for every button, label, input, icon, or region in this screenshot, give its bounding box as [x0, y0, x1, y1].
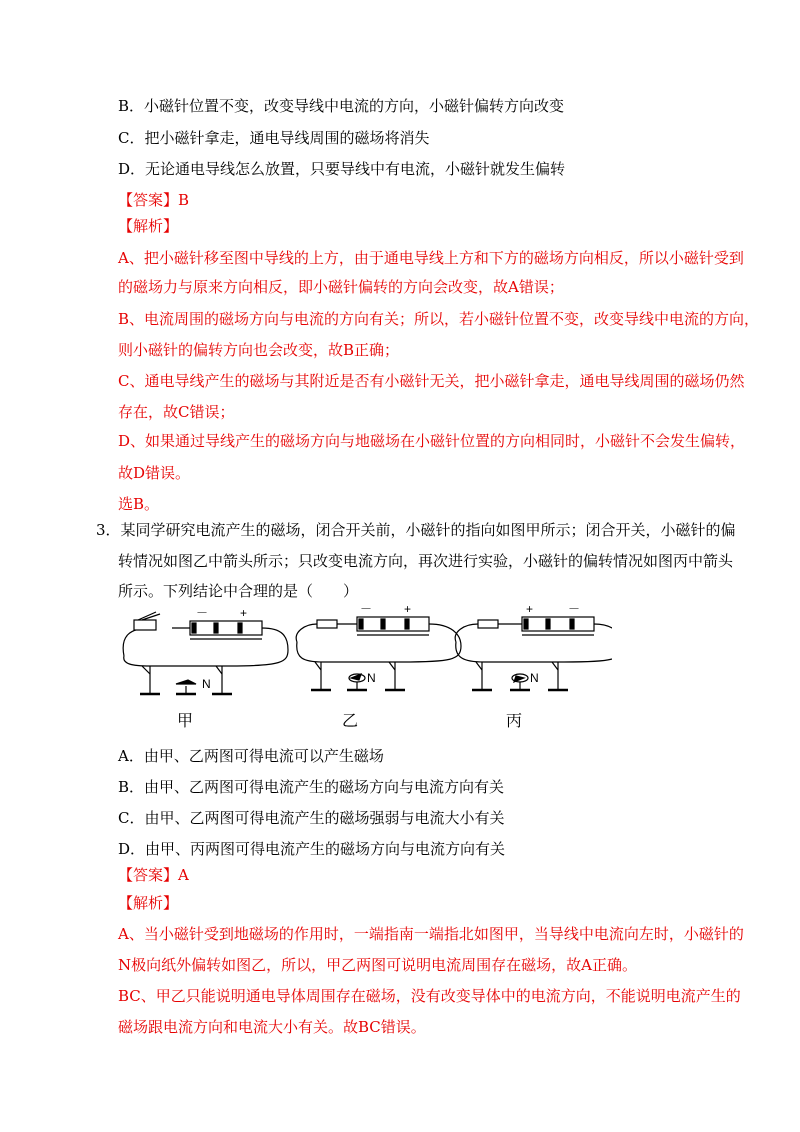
needle-n-label: N [367, 671, 376, 685]
needle-n-label: N [202, 677, 211, 691]
q2-analysis-line: 故D错误。 [118, 464, 191, 482]
q2-analysis-line: D、如果通过导线产生的磁场方向与地磁场在小磁针位置的方向相同时，小磁针不会发生偏转， [118, 432, 746, 450]
q3-stem-line: 转情况如图乙中箭头所示；只改变电流方向，再次进行实验，小磁针的偏转情况如图丙中箭头 [118, 552, 734, 570]
q3-option-b: B．由甲、乙两图可得电流产生的磁场方向与电流方向有关 [118, 778, 505, 796]
q3-stem-line: 3．某同学研究电流产生的磁场，闭合开关前，小磁针的指向如图甲所示；闭合开关，小磁针的偏 [96, 521, 736, 539]
caption-jia: 甲 [177, 711, 194, 730]
battery-minus-label: － [360, 606, 373, 616]
q2-analysis-line: C、通电导线产生的磁场与其附近是否有小磁针无关，把小磁针拿走，通电导线周围的磁场仍然 [118, 372, 745, 390]
circuit-yi [296, 617, 461, 690]
q3-analysis-line: 磁场跟电流方向和电流大小有关。故BC错误。 [118, 1018, 426, 1036]
caption-yi: 乙 [342, 711, 359, 730]
q2-analysis-line: B、电流周围的磁场方向与电流的方向有关；所以，若小磁针位置不变，改变导线中电流的方向， [118, 310, 760, 328]
q3-option-a: A．由甲、乙两图可得电流可以产生磁场 [118, 747, 384, 765]
battery-plus-label: + [404, 606, 412, 616]
q3-answer: 【答案】A [118, 866, 189, 884]
battery-plus-label: + [526, 606, 534, 616]
q3-analysis-line: N极向纸外偏转如图乙，所以，甲乙两图可说明电流周围存在磁场，故A正确。 [118, 956, 637, 974]
q3-analysis-label: 【解析】 [118, 894, 179, 912]
q2-option-d: D．无论通电导线怎么放置，只要导线中有电流，小磁针就发生偏转 [118, 160, 566, 178]
battery-minus-label: － [196, 606, 209, 620]
q3-analysis-line: BC、甲乙只能说明通电导体周围存在磁场，没有改变导体中的电流方向，不能说明电流产生的 [118, 987, 741, 1005]
q3-analysis-line: A、当小磁针受到地磁场的作用时，一端指南一端指北如图甲，当导线中电流向左时，小磁针的 [118, 925, 744, 943]
q2-analysis-line: A、把小磁针移至图中导线的上方，由于通电导线上方和下方的磁场方向相反，所以小磁针受到 [118, 249, 744, 267]
q2-analysis-line: 存在，故C错误； [118, 403, 235, 421]
battery-minus-label: － [568, 606, 581, 616]
q2-answer: 【答案】B [118, 191, 190, 209]
q3-option-d: D．由甲、丙两图可得电流产生的磁场方向与电流方向有关 [118, 840, 506, 858]
q2-analysis-label: 【解析】 [118, 217, 179, 235]
battery-plus-label: + [240, 606, 248, 620]
q2-option-c: C．把小磁针拿走，通电导线周围的磁场将消失 [118, 129, 430, 147]
q2-analysis-line: 选B。 [118, 495, 160, 513]
q2-analysis-line: 的磁场力与原来方向相反，即小磁针偏转的方向会改变，故A错误； [118, 278, 564, 296]
q3-option-c: C．由甲、乙两图可得电流产生的磁场强弱与电流大小有关 [118, 809, 505, 827]
caption-bing: 丙 [506, 711, 523, 730]
q3-stem-line: 所示。下列结论中合理的是（ ） [118, 582, 359, 600]
q2-analysis-line: 则小磁针的偏转方向也会改变，故B正确； [118, 341, 400, 359]
q2-option-b: B．小磁针位置不变，改变导线中电流的方向，小磁针偏转方向改变 [118, 97, 565, 115]
needle-n-label: N [530, 671, 539, 685]
